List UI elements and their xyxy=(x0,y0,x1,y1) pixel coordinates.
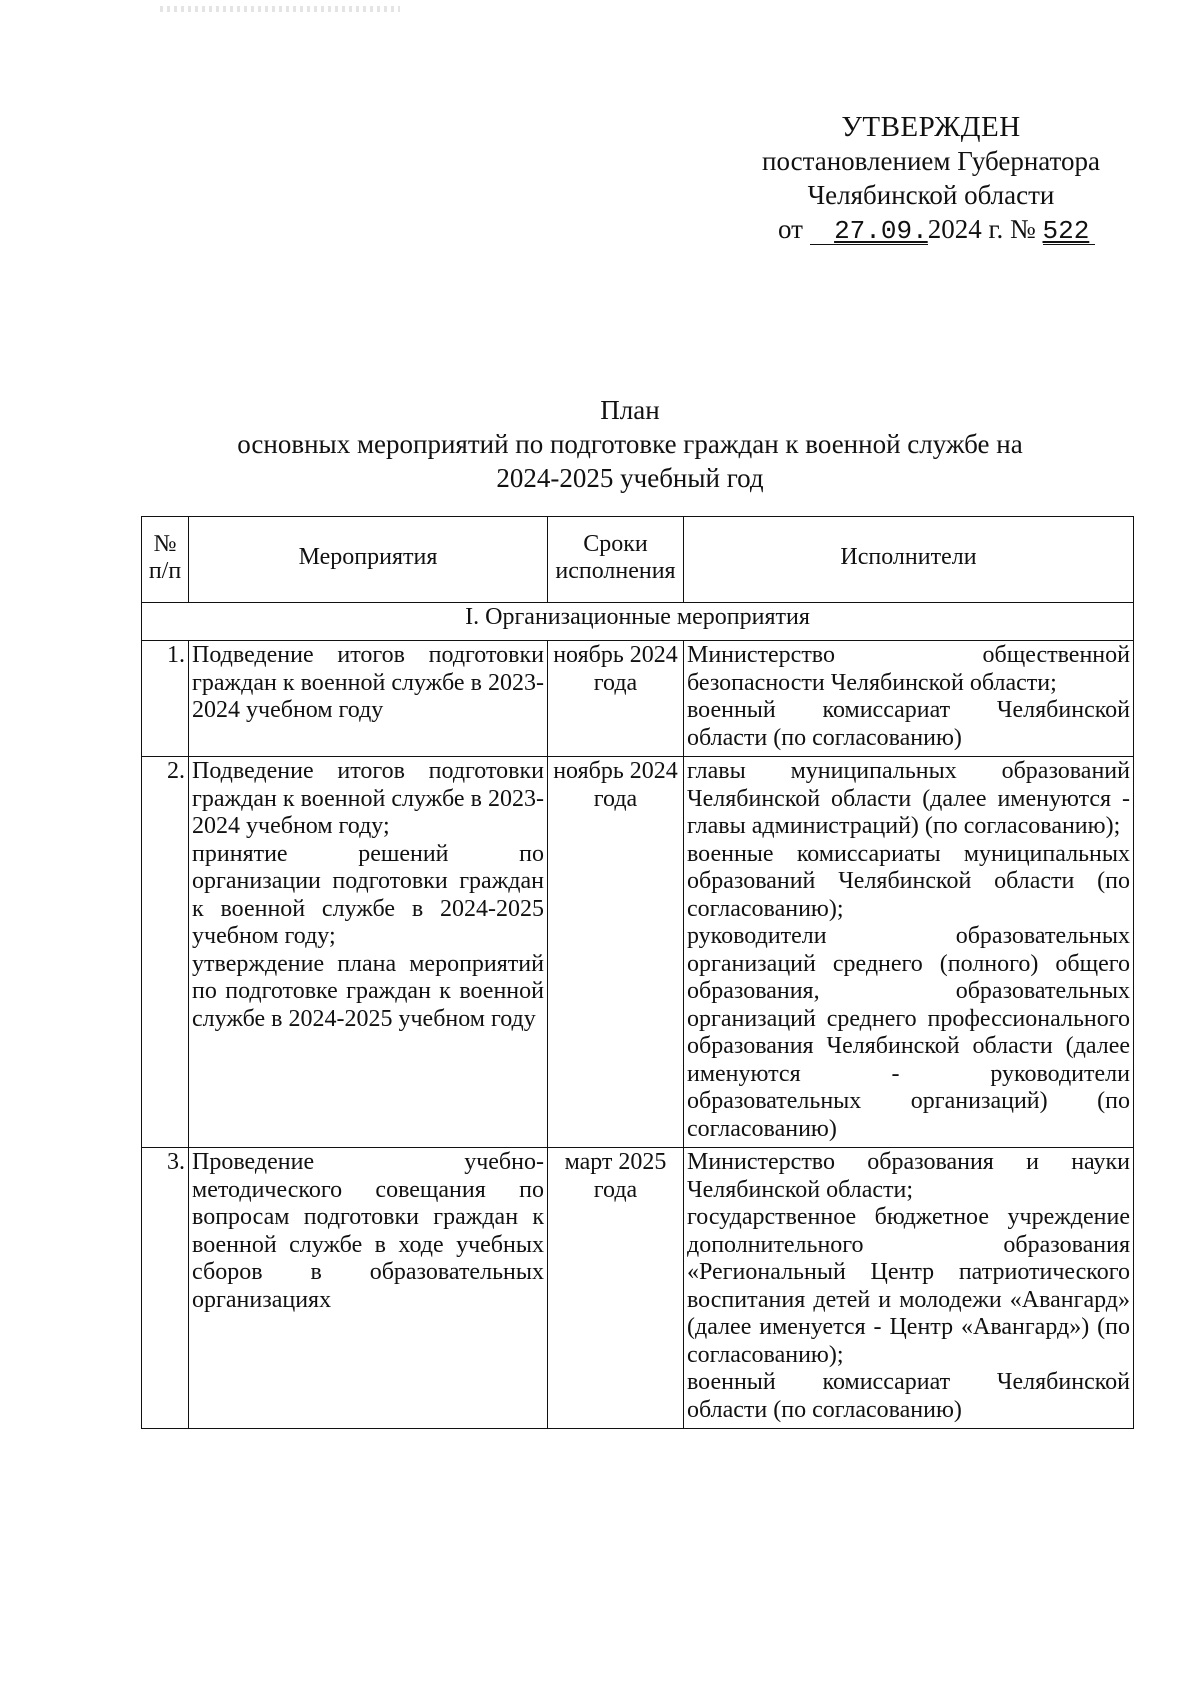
number-blank xyxy=(1043,216,1095,245)
executor-paragraph: Министерство общественной безопасности Челябинской области; xyxy=(687,642,1130,696)
header-term: Сроки исполнения xyxy=(547,517,683,603)
plan-table xyxy=(141,516,1134,1429)
approval-line-1: постановлением Губернатора xyxy=(762,146,1100,176)
row-event xyxy=(189,641,548,757)
event-paragraph: принятие решений по организации подготовки граждан к военной службе в 2024-2025 учебном году; xyxy=(192,840,544,949)
row-term: ноябрь 2024 года xyxy=(547,641,683,757)
row-term: март 2025 года xyxy=(547,1148,683,1429)
decree-number: 522 xyxy=(1042,216,1090,246)
row-event xyxy=(189,1148,548,1429)
event-paragraph: Подведение итогов подготовки граждан к военной службе в 2023-2024 учебном году; xyxy=(192,758,544,839)
row-num: 2. xyxy=(142,757,189,1148)
date-day-month: 27.09. xyxy=(834,216,928,246)
header-num: № п/п xyxy=(142,517,189,603)
date-year-suffix: 2024 г. № xyxy=(927,214,1036,244)
executor-paragraph: Министерство образования и науки Челябинской области; xyxy=(687,1149,1130,1203)
section-title: I. Организационные мероприятия xyxy=(142,603,1134,641)
event-paragraph: Подведение итогов подготовки граждан к военной службе в 2023-2024 учебном году xyxy=(192,642,544,723)
document-title xyxy=(150,393,1110,495)
header-event: Мероприятия xyxy=(189,517,548,603)
approval-heading: УТВЕРЖДЕН xyxy=(841,111,1021,143)
row-num: 1. xyxy=(142,641,189,757)
executor-paragraph: руководители образовательных организаций среднего (полного) общего образования, образовательных организаций среднего профессионального образования Челябинской области (далее именуются - руководители образовательных организаций) (по согласованию) xyxy=(687,923,1130,1142)
executor-paragraph: военные комиссариаты муниципальных образований Челябинской области (по согласованию); xyxy=(687,840,1130,922)
executor-paragraph: государственное бюджетное учреждение дополнительного образования «Региональный Центр патриотического воспитания детей и молодежи «Авангард» (далее именуется - Центр «Авангард») (по согласованию); xyxy=(687,1204,1130,1368)
table-row xyxy=(142,1148,1134,1429)
section-row xyxy=(142,603,1134,641)
row-executors xyxy=(684,757,1134,1148)
approval-line-2: Челябинской области xyxy=(807,180,1055,210)
title-line-3: 2024-2025 учебный год xyxy=(496,463,764,493)
row-num: 3. xyxy=(142,1148,189,1429)
executor-paragraph: военный комиссариат Челябинской области (по согласованию) xyxy=(687,697,1130,751)
header-executors: Исполнители xyxy=(684,517,1134,603)
table-row xyxy=(142,641,1134,757)
event-paragraph: утверждение плана мероприятий по подготовке граждан к военной службе в 2024-2025 учебном году xyxy=(192,950,544,1032)
approval-stamp-block xyxy=(762,110,1100,246)
table-header-row xyxy=(142,517,1134,603)
row-event xyxy=(189,757,548,1148)
executor-paragraph: главы муниципальных образований Челябинской области (далее именуются - главы администраций) (по согласованию); xyxy=(687,758,1130,839)
date-blank xyxy=(810,216,928,245)
scan-artifact xyxy=(160,6,400,12)
date-prefix: от xyxy=(778,214,803,244)
title-line-1: План xyxy=(600,395,660,425)
row-executors xyxy=(684,1148,1134,1429)
table-row xyxy=(142,757,1134,1148)
row-term: ноябрь 2024 года xyxy=(547,757,683,1148)
title-line-2: основных мероприятий по подготовке граждан к военной службе на xyxy=(237,429,1023,459)
event-paragraph: Проведение учебно-методического совещания по вопросам подготовки граждан к военной службе в ходе учебных сборов в образовательных организациях xyxy=(192,1149,544,1313)
approval-dateline xyxy=(778,212,1100,246)
row-executors xyxy=(684,641,1134,757)
executor-paragraph: военный комиссариат Челябинской области (по согласованию) xyxy=(687,1369,1130,1423)
